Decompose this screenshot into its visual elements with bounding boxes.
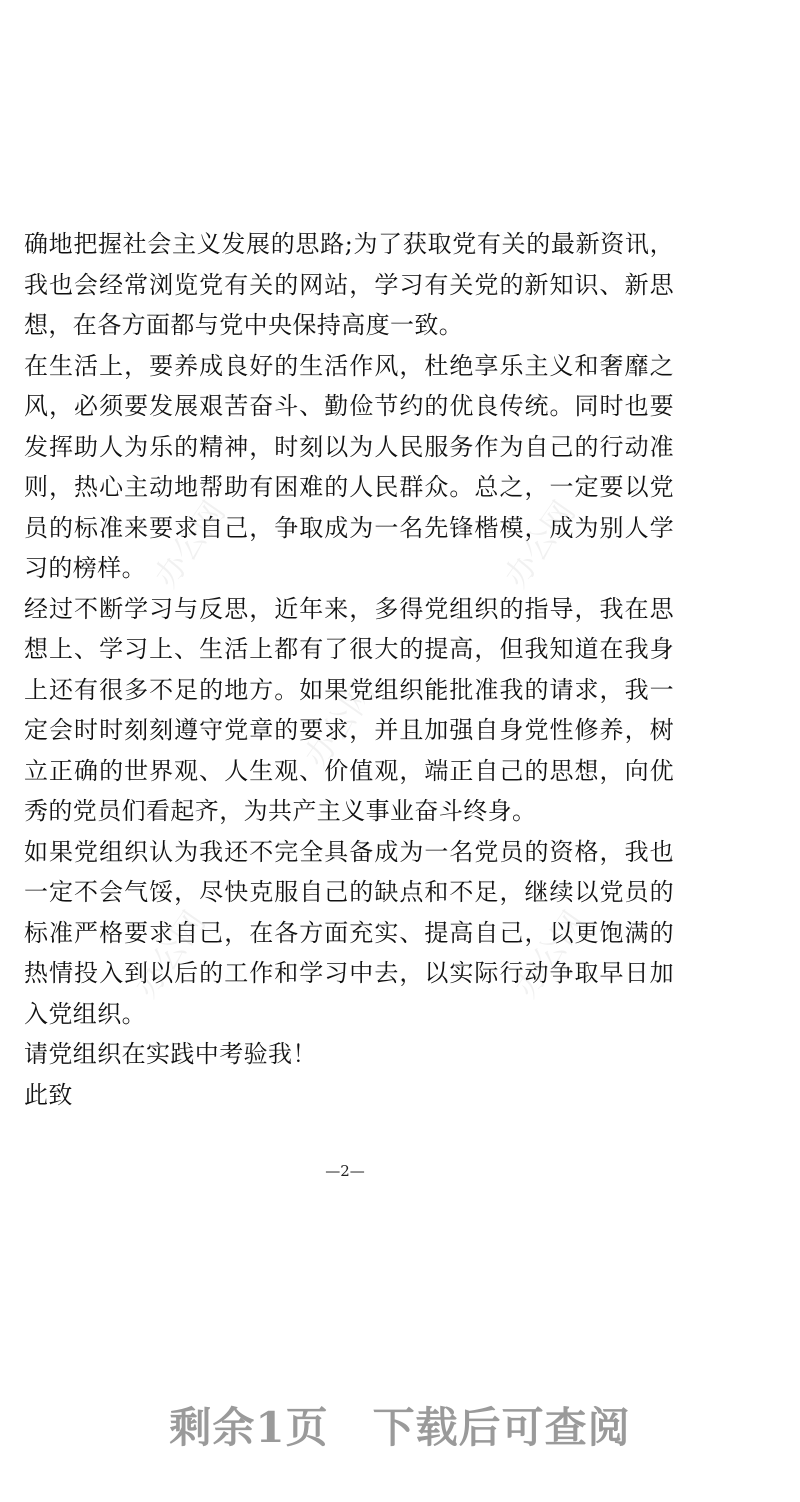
watermark: 办公网	[506, 903, 593, 1005]
download-banner[interactable]	[0, 1395, 800, 1455]
paragraph: 如果党组织认为我还不完全具备成为一名党员的资格，我也一定不会气馁，尽快克服自己的缺点和不足，继续以党员的标准严格要求自己，在各方面充实、提高自己，以更饱满的热情投入到以后的工作和学习中去，以实际行动争取早日加入党组织。	[24, 837, 674, 1028]
watermark: 办公网	[126, 903, 213, 1005]
paragraph: 确地把握社会主义发展的思路;为了获取党有关的最新资讯，我也会经常浏览党有关的网站，学习有关党的新知识、新思想，在各方面都与党中央保持高度一致。	[24, 230, 674, 339]
remaining-pages-text: 剩余1页	[169, 1403, 329, 1452]
paragraph: 在生活上，要养成良好的生活作风，杜绝享乐主义和奢靡之风，必须要发展艰苦奋斗、勤俭节约的优良传统。同时也要发挥助人为乐的精神，时刻以为人民服务作为自己的行动准则，热心主动地帮助有困难的人民群众。总之，一定要以党员的标准来要求自己，争取成为一名先锋楷模，成为别人学习的榜样。	[24, 351, 674, 582]
download-to-view-text: 下载后可查阅	[372, 1403, 631, 1452]
watermark: 办公网	[296, 673, 383, 775]
document-body	[24, 224, 674, 1115]
watermark: 办公网	[146, 493, 233, 595]
closing-salutation: 此致	[24, 1080, 73, 1109]
paragraph: 请党组织在实践中考验我！	[24, 1040, 317, 1068]
page-number: —2—	[325, 1162, 365, 1180]
watermark: 办公网	[496, 493, 583, 595]
paragraph: 经过不断学习与反思，近年来，多得党组织的指导，我在思想上、学习上、生活上都有了很大的提高，但我知道在我身上还有很多不足的地方。如果党组织能批准我的请求，我一定会时时刻刻遵守党章的要求，并且加强自身党性修养，树立正确的世界观、人生观、价值观，端正自己的思想，向优秀的党员们看起齐，为共产主义事业奋斗终身。	[24, 594, 674, 825]
